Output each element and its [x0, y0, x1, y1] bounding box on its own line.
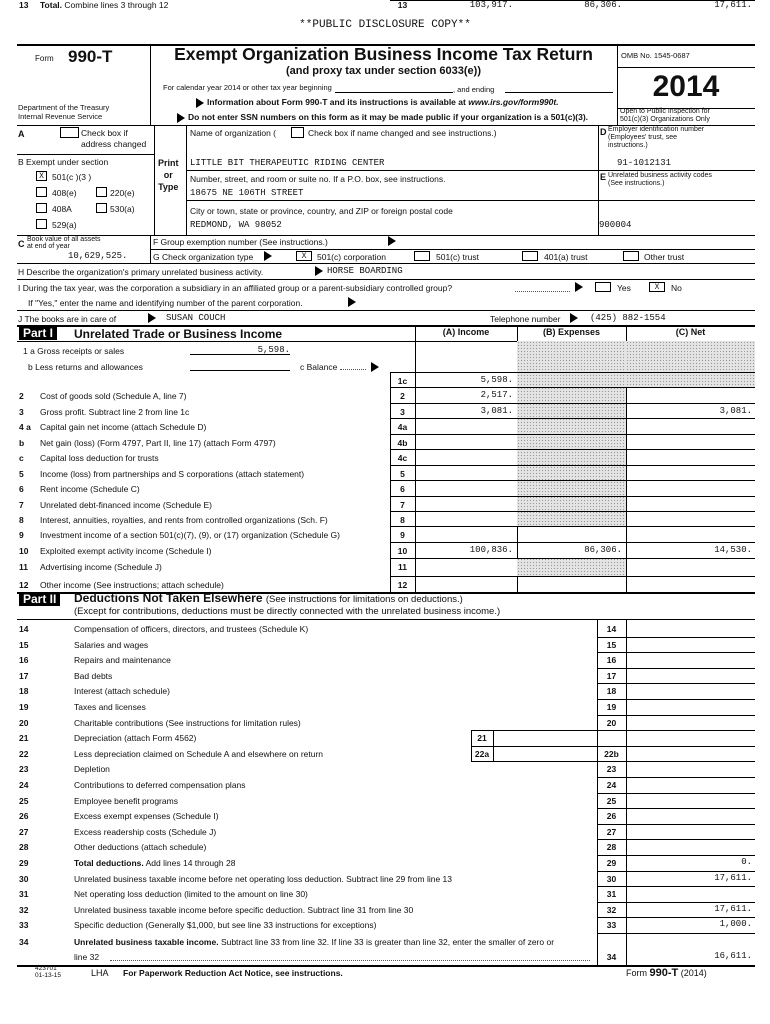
p1-line-number: 6 [19, 484, 24, 494]
p1-line-box: 5 [400, 469, 405, 479]
p1-line-number: 11 [19, 562, 28, 572]
p2-line-label: Taxes and licenses [74, 702, 149, 712]
shade-b-1 [517, 341, 626, 387]
subsidiary-no-label: No [671, 283, 682, 293]
p2-line-number: 24 [19, 780, 29, 790]
p1-expense-value[interactable]: 86,306. [584, 545, 622, 555]
activity-codes-label: Unrelated business activity codes (See instructions.) [608, 172, 712, 187]
p2-line-label: Depletion [74, 764, 113, 774]
arrow-parent-icon [348, 296, 356, 307]
p1-line-box: 3 [400, 407, 405, 417]
408e-label: 408(e) [52, 188, 77, 198]
p2-line-label: Depreciation (attach Form 4562) [74, 733, 199, 743]
p2-line-box: 19 [606, 702, 617, 712]
p2-line-label: Net operating loss deduction (limited to the amount on line 30) [74, 889, 311, 899]
omb-number: OMB No. 1545-0687 [621, 51, 690, 60]
part1-title: Unrelated Trade or Business Income [74, 327, 283, 341]
401a-trust-label: 401(a) trust [544, 252, 588, 262]
p2-line-box: 27 [606, 827, 617, 837]
part2-subtitle: (Except for contributions, deductions must be directly connected with the unrelated business income.) [74, 606, 501, 617]
city-label: City or town, state or province, country, and ZIP or foreign postal code [190, 206, 453, 216]
p2-line-label: Excess exempt expenses (Schedule I) [74, 811, 222, 821]
book-value[interactable]: 10,629,525. [68, 251, 128, 261]
501c-trust-checkbox[interactable] [414, 251, 430, 261]
subsidiary-yes-label: Yes [617, 283, 631, 293]
p2-line-label: Charitable contributions (See instructions for limitation rules) [74, 718, 304, 728]
p2-line-number: 32 [19, 905, 29, 915]
subsidiary-no-checkbox[interactable]: X [649, 282, 665, 292]
p2-line-label: Excess readership costs (Schedule J) [74, 827, 219, 837]
form-number: 990-T [68, 47, 113, 66]
tax-year-line: For calendar year 2014 or other tax year beginning [163, 83, 332, 92]
p2-line-value[interactable]: 17,611. [714, 873, 752, 883]
501c-checkbox[interactable]: X [36, 171, 47, 181]
p2-line-value[interactable]: 1,000. [719, 919, 752, 929]
p2-line-box: 14 [606, 624, 617, 634]
p1-line-number: 12 [19, 580, 29, 590]
529a-label: 529(a) [52, 220, 77, 230]
line34-value[interactable]: 16,611. [714, 951, 752, 961]
p2-line-box: 33 [606, 920, 617, 930]
p1-income-value[interactable]: 103,917. [469, 0, 513, 10]
p2-line-value[interactable]: 0. [741, 857, 752, 867]
part2-title-note: (See instructions for limitations on deductions.) [265, 594, 463, 605]
activity-code[interactable]: 900004 [599, 220, 632, 230]
p1-line-box: 8 [400, 515, 405, 525]
p1-line-label: Capital loss deduction for trusts [40, 453, 159, 463]
line34-number: 34 [19, 937, 29, 947]
p1-line-box: 6 [400, 484, 405, 494]
p2-line-label: Employee benefit programs [74, 796, 181, 806]
p1-line-box: 12 [397, 580, 408, 590]
p2-line-box: 22b [604, 749, 619, 759]
primary-activity-value[interactable]: HORSE BOARDING [327, 266, 403, 276]
p2-line-number: 30 [19, 874, 29, 884]
part1-tag: Part I [19, 326, 57, 340]
p2-line-number: 18 [19, 686, 29, 696]
shade-b-12 [517, 558, 626, 576]
p2-line-label: Salaries and wages [74, 640, 151, 650]
phone-label: Telephone number [490, 314, 561, 324]
form-code: 423701 01-13-15 [35, 965, 62, 979]
p1-line-number: 10 [19, 546, 29, 556]
220e-label: 220(e) [110, 188, 135, 198]
arrow-j-icon [148, 312, 156, 323]
org-name-label: Name of organization ( [190, 128, 276, 138]
disclosure-banner: **PUBLIC DISCLOSURE COPY** [299, 19, 471, 31]
p1-line-box: 13 [397, 0, 408, 10]
p2-line-label: Unrelated business taxable income before specific deduction. Subtract line 31 from line 30 [74, 905, 416, 915]
p1-line-label: Gross profit. Subtract line 2 from line 1c [40, 407, 190, 417]
address-label: Number, street, and room or suite no. If a P.O. box, see instructions. [190, 174, 446, 184]
ein-value[interactable]: 91-1012131 [617, 158, 672, 168]
p1-line-number: c [19, 453, 24, 463]
p1-net-value[interactable]: 3,081. [719, 406, 752, 416]
primary-activity-label: H Describe the organization's primary unrelated business activity. [18, 267, 264, 277]
p1-line-label: Investment income of a section 501(c)(7), (9), or (17) organization (Schedule G) [40, 530, 340, 540]
section-e-letter: E [600, 172, 607, 182]
p2-line-number: 14 [19, 624, 29, 634]
p1-line-label: Interest, annuities, royalties, and rents from controlled organizations (Sch. F) [40, 515, 328, 525]
p2-line-box: 30 [606, 874, 617, 884]
p2-line-number: 21 [19, 733, 29, 743]
p2-line-number: 31 [19, 889, 29, 899]
p2-line-number: 22 [19, 749, 29, 759]
p2-line-box: 26 [606, 811, 617, 821]
p1-line-label: Unrelated debt-financed income (Schedule E) [40, 500, 212, 510]
p1-income-value[interactable]: 2,517. [480, 390, 513, 400]
p2-line-label: Specific deduction (Generally $1,000, but see line 33 instructions for exceptions) [74, 920, 379, 930]
p1-line-box: 4a [397, 422, 408, 432]
line34-label: Unrelated business taxable income. Subtract line 33 from line 32. If line 33 is greater than line 32, enter the smaller of zero or [74, 937, 555, 947]
p2-line-box: 31 [606, 889, 617, 899]
501c-trust-label: 501(c) trust [436, 252, 479, 262]
ssn-warning: Do not enter SSN numbers on this form as it may be made public if your organization is a 501(c)(3). [177, 112, 588, 123]
p2-line-label: Compensation of officers, directors, and trustees (Schedule K) [74, 624, 311, 634]
p2-line-value[interactable]: 17,611. [714, 904, 752, 914]
p1-line-label: Total. Combine lines 3 through 12 [40, 0, 169, 10]
department: Department of the Treasury Internal Revenue Service [18, 103, 110, 121]
p2-line-number: 17 [19, 671, 29, 681]
info-line: Information about Form 990-T and its instructions is available at www.irs.gov/form990t. [196, 97, 559, 108]
401a-trust-checkbox[interactable] [522, 251, 538, 261]
p1-line-box: 9 [400, 530, 405, 540]
p2-inner-box: 22a [474, 749, 490, 759]
p1-line-label: Advertising income (Schedule J) [40, 562, 162, 572]
p1-line-label: Income (loss) from partnerships and S corporations (attach statement) [40, 469, 305, 479]
530a-label: 530(a) [110, 204, 135, 214]
501c-corporation-label: 501(c) corporation [317, 252, 386, 262]
section-a-letter: A [18, 129, 25, 139]
name-changed-checkbox[interactable] [291, 127, 304, 138]
p2-line-label: Other deductions (attach schedule) [74, 842, 209, 852]
books-care-name[interactable]: SUSAN COUCH [166, 313, 226, 323]
p2-line-box: 23 [606, 764, 617, 774]
p2-line-box: 15 [606, 640, 617, 650]
footer-form: Form 990-T (2014) [626, 967, 707, 979]
col-b-header: (B) Expenses [542, 327, 601, 337]
other-trust-label: Other trust [644, 252, 685, 262]
name-changed-label: Check box if name changed and see instructions.) [308, 128, 497, 138]
p2-line-box: 16 [606, 655, 617, 665]
subsidiary-yes-checkbox[interactable] [595, 282, 611, 292]
form-title: Exempt Organization Business Income Tax Return [174, 44, 593, 64]
p2-line-box: 29 [606, 858, 617, 868]
p2-line-label: Unrelated business taxable income before net operating loss deduction. Subtract line 29 from line 13 [74, 874, 455, 884]
p2-line-number: 19 [19, 702, 29, 712]
p2-line-label: Less depreciation claimed on Schedule A and elsewhere on return [74, 749, 326, 759]
p1-line-number: 8 [19, 515, 24, 525]
p1-line-box: 10 [397, 546, 408, 556]
exempt-under-label: B Exempt under section [18, 157, 109, 167]
p2-line-label: Total deductions. Add lines 14 through 28 [74, 858, 238, 868]
p1-income-value[interactable]: 100,836. [469, 545, 513, 555]
p2-line-number: 27 [19, 827, 29, 837]
form-label: Form [35, 54, 54, 63]
shade-c-1 [626, 341, 755, 387]
and-ending: , and ending [453, 85, 495, 94]
p1-line-box: 4c [397, 453, 408, 463]
other-trust-checkbox[interactable] [623, 251, 639, 261]
p1-line-label: Cost of goods sold (Schedule A, line 7) [40, 391, 187, 401]
501c-corporation-checkbox[interactable]: X [296, 251, 312, 261]
arrow-g-icon [264, 250, 272, 261]
arrow-h-icon [315, 265, 323, 276]
p2-line-number: 16 [19, 655, 29, 665]
parent-corp-label: If "Yes," enter the name and identifying number of the parent corporation. [28, 298, 303, 308]
org-address[interactable]: 18675 NE 106TH STREET [190, 188, 304, 198]
p1-net-value[interactable]: 14,530. [714, 545, 752, 555]
530a-checkbox[interactable] [96, 203, 107, 213]
p2-line-number: 33 [19, 920, 29, 930]
lha-label: LHA [91, 968, 109, 978]
returns-label: b Less returns and allowances [28, 362, 143, 372]
gross-receipts-label: 1 a Gross receipts or sales [23, 346, 125, 356]
p2-line-box: 18 [606, 686, 617, 696]
col-a-header: (A) Income [442, 327, 490, 337]
p1-line-box: 4b [397, 438, 408, 448]
p1-line-box: 7 [400, 500, 405, 510]
ein-label: Employer identification number (Employees' trust, see instructions.) [608, 126, 705, 149]
p1-net-value[interactable]: 17,611. [714, 0, 752, 10]
arrow-phone-icon [570, 312, 578, 323]
p2-line-label: Repairs and maintenance [74, 655, 174, 665]
org-city[interactable]: REDMOND, WA 98052 [190, 220, 282, 230]
p2-line-box: 17 [606, 671, 617, 681]
408e-checkbox[interactable] [36, 187, 47, 197]
print-or-type: Print or Type [158, 158, 179, 192]
org-type-label: G Check organization type [153, 252, 254, 262]
p1-line-number: 2 [19, 391, 24, 401]
p2-line-number: 26 [19, 811, 29, 821]
p1-line-box: 1c [397, 376, 408, 386]
p1-line-label: Rent income (Schedule C) [40, 484, 140, 494]
gross-receipts-value[interactable]: 5,598. [257, 345, 290, 355]
p2-line-box: 25 [606, 796, 617, 806]
line34-label-cont: line 32 [74, 952, 100, 962]
p2-line-number: 25 [19, 796, 29, 806]
arrow-balance-icon [371, 361, 379, 372]
arrow-i-icon [575, 281, 583, 292]
p1-line-number: 13 [19, 0, 29, 10]
p2-line-number: 29 [19, 858, 29, 868]
paperwork-notice: For Paperwork Reduction Act Notice, see instructions. [123, 968, 343, 978]
p1-line-label: Exploited exempt activity income (Schedule I) [40, 546, 212, 556]
p2-line-box: 20 [606, 718, 617, 728]
balance-label: c Balance [300, 362, 338, 372]
220e-checkbox[interactable] [96, 187, 107, 197]
p1-line-number: 9 [19, 530, 24, 540]
subsidiary-question: I During the tax year, was the corporation a subsidiary in an affiliated group or a parent-subsidiary controlled group? [18, 283, 453, 293]
529a-checkbox[interactable] [36, 219, 47, 229]
p1-income-value[interactable]: 3,081. [480, 406, 513, 416]
p1-line-number: 5 [19, 469, 24, 479]
p2-line-box: 28 [606, 842, 617, 852]
books-care-label: J The books are in care of [18, 314, 117, 324]
p1-line-number: 3 [19, 407, 24, 417]
p1-income-value[interactable]: 5,598. [480, 375, 513, 385]
part2-tag: Part II [19, 592, 60, 606]
part2-title: Deductions Not Taken Elsewhere (See instructions for limitations on deductions.) [74, 591, 463, 605]
address-changed-label: Check box if address changed [81, 128, 147, 149]
p1-line-number: 7 [19, 500, 24, 510]
p2-line-label: Interest (attach schedule) [74, 686, 173, 696]
p1-line-number: 4 a [19, 422, 31, 432]
arrow-f-icon [388, 235, 396, 246]
p2-line-number: 28 [19, 842, 29, 852]
shade-b-2 [517, 387, 626, 403]
address-changed-checkbox[interactable] [60, 127, 79, 138]
line34-box: 34 [606, 952, 617, 962]
group-exemption-label: F Group exemption number (See instructions.) [153, 237, 328, 247]
p1-line-label: Other income (See instructions; attach schedule) [40, 580, 224, 590]
p1-line-box: 11 [398, 562, 407, 572]
p1-line-label: Capital gain net income (attach Schedule D) [40, 422, 207, 432]
tax-year: 2014 [652, 70, 720, 103]
phone-number[interactable]: (425) 882-1554 [590, 313, 666, 323]
p2-line-box: 32 [606, 905, 617, 915]
section-d-letter: D [600, 127, 607, 137]
open-inspection: Open to Public Inspection for 501(c)(3) Organizations Only [620, 108, 710, 123]
irs-link[interactable]: www.irs.gov/form990t. [468, 97, 559, 107]
col-c-header: (C) Net [675, 327, 706, 337]
501c-label: 501(c )(3 ) [52, 172, 92, 182]
p1-line-box: 2 [400, 391, 405, 401]
p1-line-label: Net gain (loss) (Form 4797, Part II, line 17) (attach Form 4797) [40, 438, 276, 448]
p2-line-number: 20 [19, 718, 29, 728]
p2-inner-box: 21 [477, 733, 487, 743]
p2-line-label: Bad debts [74, 671, 115, 681]
408a-checkbox[interactable] [36, 203, 47, 213]
p2-line-box: 24 [606, 780, 617, 790]
book-value-label: Book value of all assets at end of year [27, 236, 101, 250]
408a-label: 408A [52, 204, 72, 214]
p1-expense-value[interactable]: 86,306. [584, 0, 622, 10]
section-c-letter: C [18, 239, 25, 249]
p2-line-number: 15 [19, 640, 29, 650]
form-subtitle: (and proxy tax under section 6033(e)) [286, 65, 481, 77]
p1-line-number: b [19, 438, 25, 448]
p2-line-label: Contributions to deferred compensation plans [74, 780, 249, 790]
p2-line-number: 23 [19, 764, 29, 774]
org-name[interactable]: LITTLE BIT THERAPEUTIC RIDING CENTER [190, 158, 385, 168]
